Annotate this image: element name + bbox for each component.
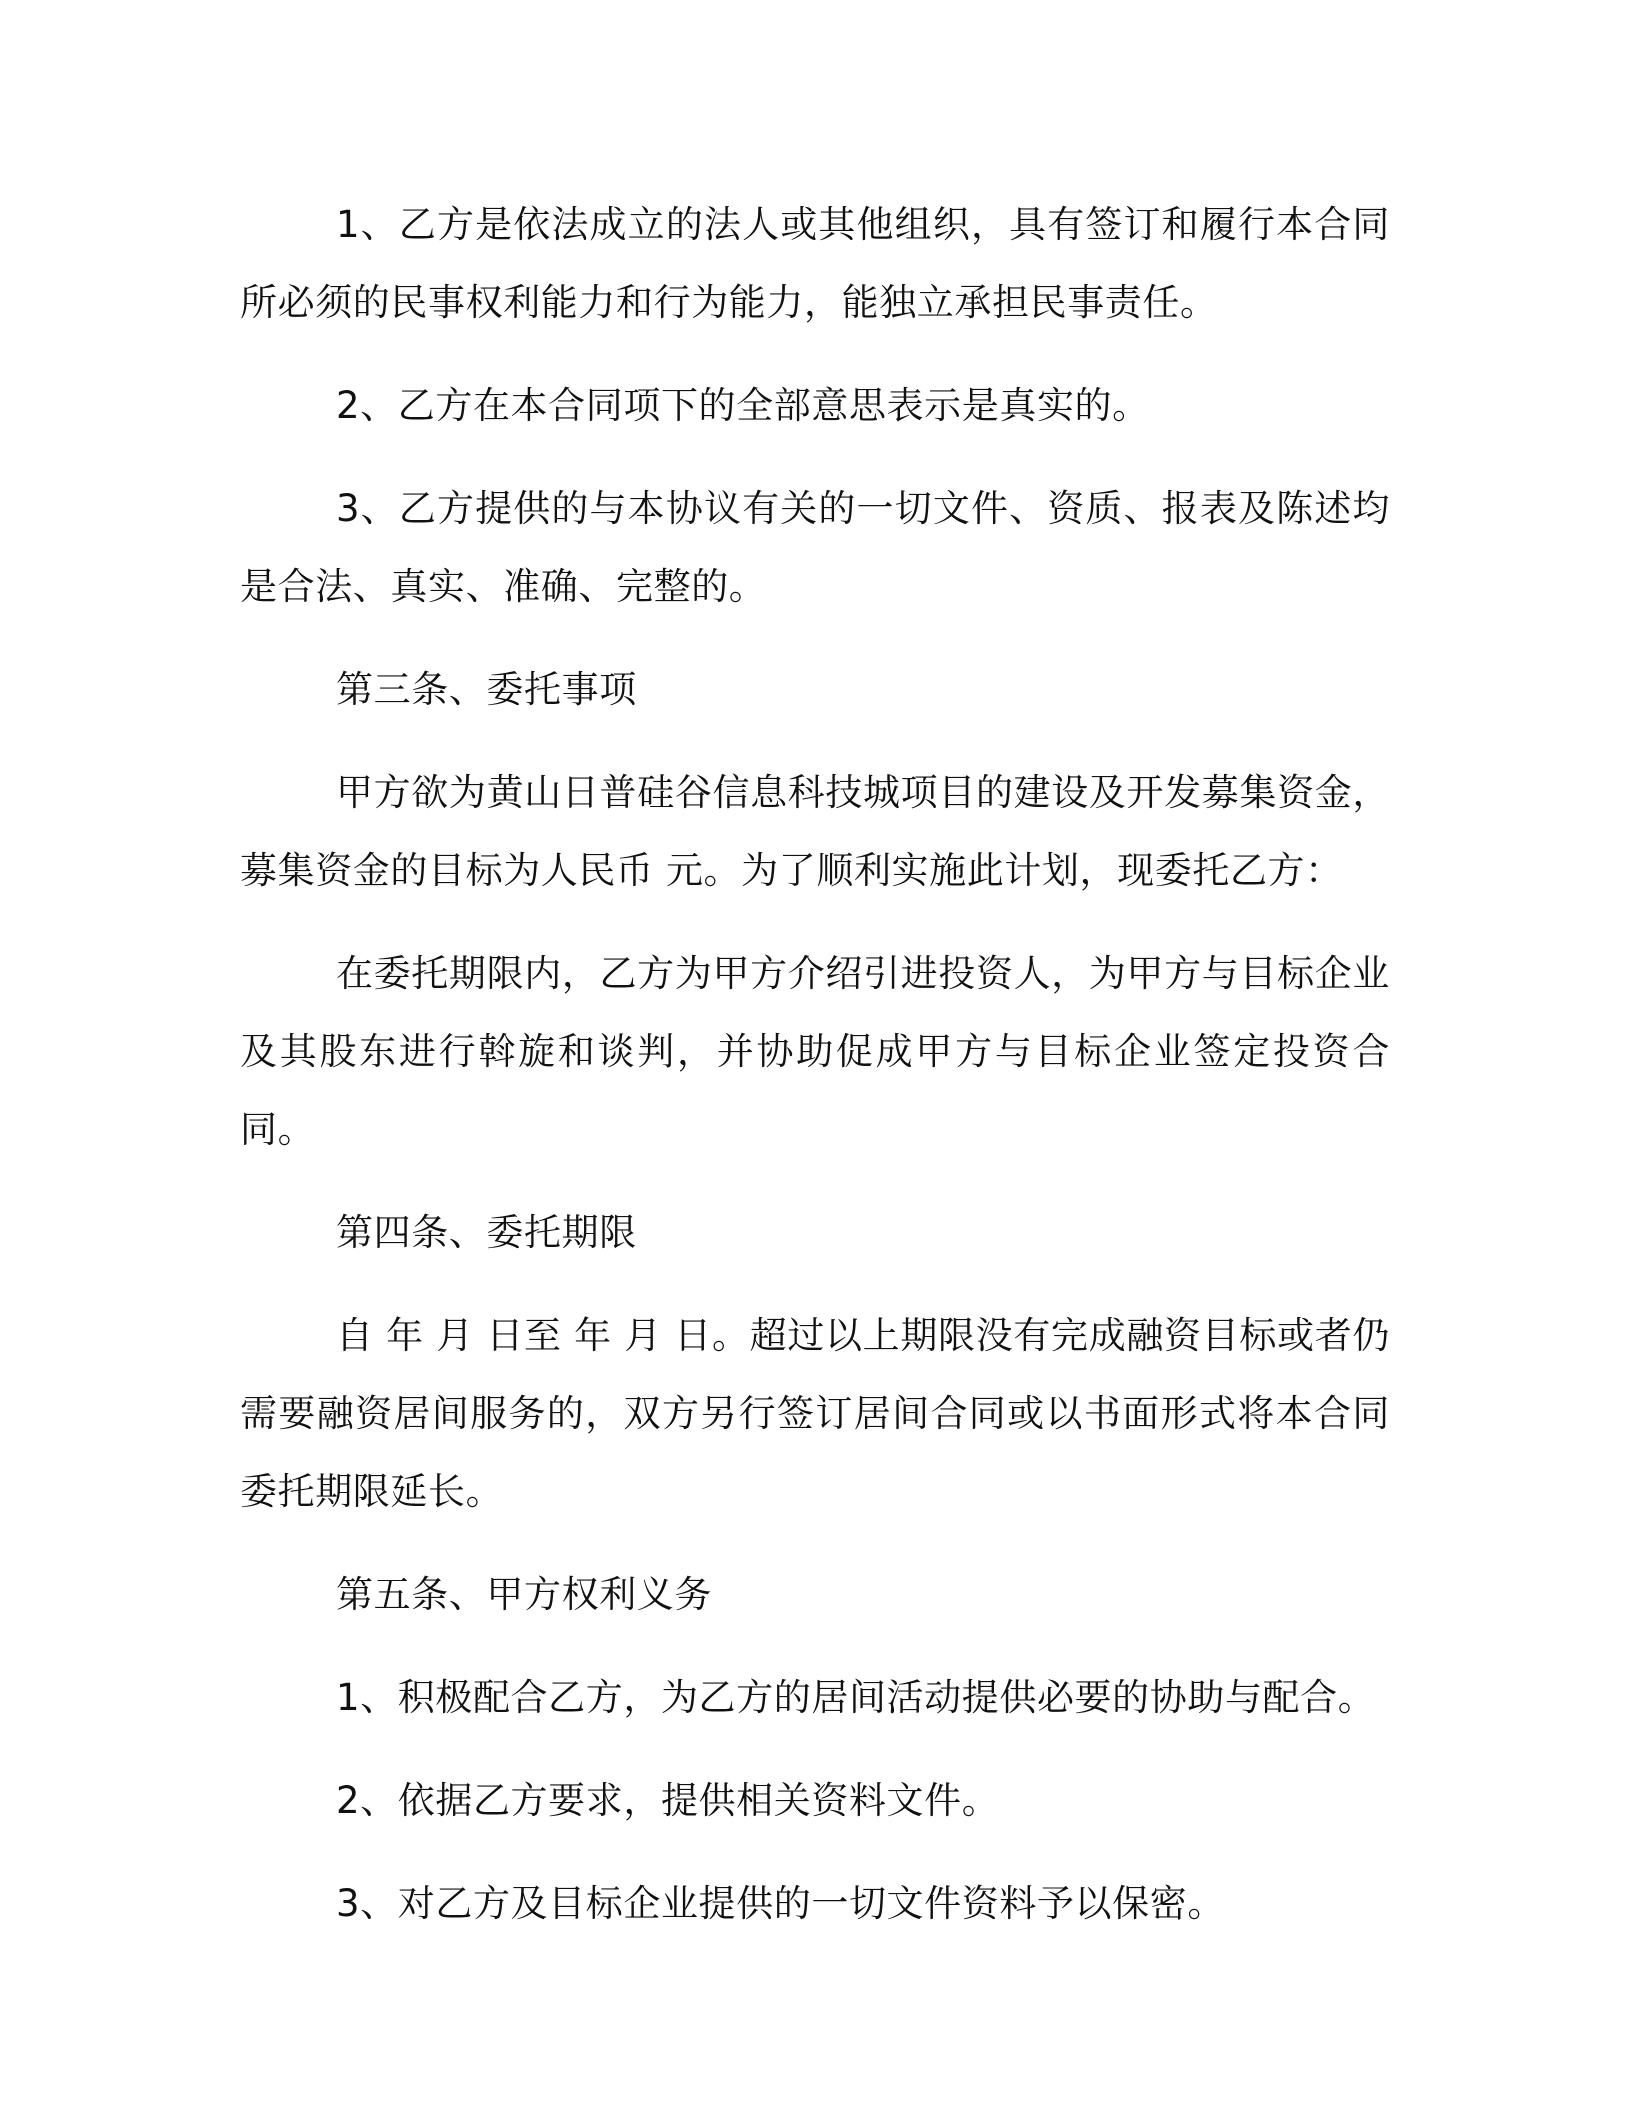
article-3-scope: 在委托期限内，乙方为甲方介绍引进投资人，为甲方与目标企业及其股东进行斡旋和谈判，并协助促成甲方与目标企业签定投资合同。 bbox=[240, 952, 1390, 1151]
article-4-heading: 第四条、委托期限 bbox=[336, 1211, 637, 1254]
article-5-item-3: 3、对乙方及目标企业提供的一切文件资料予以保密。 bbox=[336, 1882, 1225, 1925]
document-body bbox=[240, 186, 1390, 1968]
clause-b-true-intent: 2、乙方在本合同项下的全部意思表示是真实的。 bbox=[336, 384, 1150, 427]
article-3-purpose: 甲方欲为黄山日普硅谷信息科技城项目的建设及开发募集资金，募集资金的目标为人民币 元。为了顺利实施此计划，现委托乙方： bbox=[240, 771, 1390, 892]
article-4-term: 自 年 月 日至 年 月 日。超过以上期限没有完成融资目标或者仍需要融资居间服务的，双方另行签订居间合同或以书面形式将本合同委托期限延长。 bbox=[240, 1314, 1390, 1513]
article-5-item-1: 1、积极配合乙方，为乙方的居间活动提供必要的协助与配合。 bbox=[336, 1676, 1376, 1719]
article-3-heading: 第三条、委托事项 bbox=[336, 668, 637, 711]
clause-b-capacity: 1、乙方是依法成立的法人或其他组织，具有签订和履行本合同所必须的民事权利能力和行为能力，能独立承担民事责任。 bbox=[240, 203, 1390, 324]
article-5-heading: 第五条、甲方权利义务 bbox=[336, 1573, 712, 1616]
article-5-item-2: 2、依据乙方要求，提供相关资料文件。 bbox=[336, 1779, 1000, 1822]
clause-b-documents: 3、乙方提供的与本协议有关的一切文件、资质、报表及陈述均是合法、真实、准确、完整的。 bbox=[240, 487, 1390, 608]
